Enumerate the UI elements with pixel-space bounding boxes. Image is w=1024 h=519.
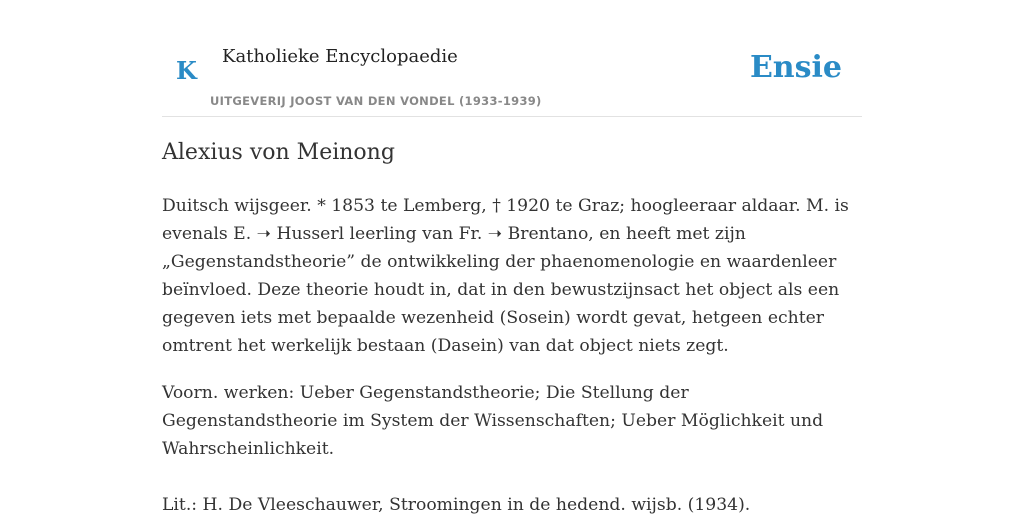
- logo-k-icon[interactable]: K: [176, 56, 197, 85]
- article-title: Alexius von Meinong: [162, 140, 395, 165]
- site-title[interactable]: Katholieke Encyclopaedie: [222, 46, 458, 67]
- site-header: [162, 0, 862, 117]
- page-container: [162, 0, 862, 515]
- brand-logo[interactable]: Ensie: [749, 50, 842, 85]
- article-paragraph-works: Voorn. werken: Ueber Gegenstandstheorie; Die Stellung der Gegenstandstheorie im System der Wissenschaften; Ueber Möglichkeit und Wahrscheinlichkeit.: [162, 383, 824, 459]
- article-paragraph-description: Duitsch wijsgeer. * 1853 te Lemberg, † 1920 te Graz; hoogleeraar aldaar. M. is evenals E. ➝ Husserl leerling van Fr. ➝ Brentano, en heeft met zijn „Gegenstandstheorie” de ontwikkeling der phaenomenologie en waardenleer beïnvloed. Deze theorie houdt in, dat in den bewustzijnsact het object als een gegeven iets met bepaalde wezenheid (Sosein) wordt gevat, hetgeen echter omtrent het werkelijk bestaan (Dasein) van dat object niets zegt.: [162, 196, 849, 356]
- article-paragraph-literature: Lit.: H. De Vleeschauwer, Stroomingen in de hedend. wijsb. (1934).: [162, 495, 751, 515]
- publisher-label: UITGEVERIJ JOOST VAN DEN VONDEL (1933-1939): [210, 94, 542, 108]
- article-body: [162, 192, 862, 519]
